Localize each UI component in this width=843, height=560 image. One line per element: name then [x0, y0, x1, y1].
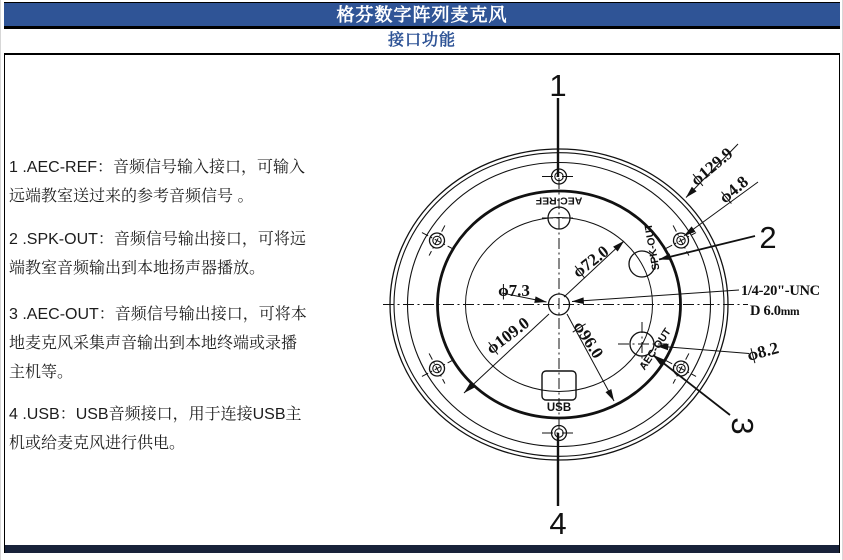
spk-out-label: SPK-OUT: [642, 222, 663, 271]
description-line: 4 .USB：USB音频接口，用于连接USB主: [9, 405, 302, 423]
centerlines: [383, 176, 748, 433]
callout-1-aec-ref: 1: [549, 67, 567, 103]
aec-ref-label: AEC-REF: [535, 194, 583, 206]
callout-3-aec-out: 3: [725, 416, 760, 435]
description-line: 3 .AEC-OUT：音频信号输出接口，可将本: [9, 305, 307, 323]
page-title: 格芬数字阵列麦克风: [336, 4, 508, 25]
dim-depth-value: D 6.0: [750, 302, 781, 319]
usb-label: USB: [546, 401, 572, 414]
dimension-leader-lines: [464, 144, 758, 401]
description-line: 地麦克风采集声音输出到本地终端或录播: [9, 334, 298, 352]
description-line: 端教室音频输出到本地扬声器播放。: [9, 259, 266, 277]
document-sheet: [4, 2, 840, 560]
dim-thread-spec: 1/4-20"-UNC: [741, 282, 820, 299]
callout-4-usb: 4: [549, 505, 567, 541]
dim-center-hole: ϕ7.3: [498, 280, 530, 300]
screw-hole-marker: [414, 217, 460, 263]
description-line: 远端教室送过来的参考音频信号 。: [9, 187, 254, 205]
callout-2-spk-out: 2: [759, 219, 777, 255]
dim-82: ϕ8.2: [745, 337, 781, 365]
description-line: 1 .AEC-REF：音频信号输入接口，可输入: [9, 158, 306, 176]
dim-outer-diameter: ϕ129.9: [686, 143, 737, 190]
description-line: 主机等。: [9, 363, 74, 381]
screw-hole-marker: [658, 345, 704, 391]
dim-96: ϕ96.0: [569, 317, 608, 362]
dim-109: ϕ109.0: [482, 312, 533, 358]
dim-thread-depth: [750, 303, 800, 319]
description-line: 机或给麦克风进行供电。: [9, 434, 186, 452]
microphone-bottom-view-drawing: [2, 0, 843, 557]
content-area: [4, 55, 840, 553]
screw-hole-marker: [658, 217, 704, 263]
dim-screw-hole: ϕ4.8: [715, 171, 752, 207]
section-subtitle: 接口功能: [387, 31, 456, 49]
dim-72: ϕ72.0: [568, 241, 613, 282]
dim-depth-unit: mm: [780, 305, 800, 318]
footer-bar: [5, 545, 839, 553]
description-line: 2 .SPK-OUT：音频信号输出接口，可将远: [9, 230, 306, 248]
screw-hole-marker: [414, 345, 460, 391]
aec-out-label: AEC-OUT: [637, 325, 674, 372]
